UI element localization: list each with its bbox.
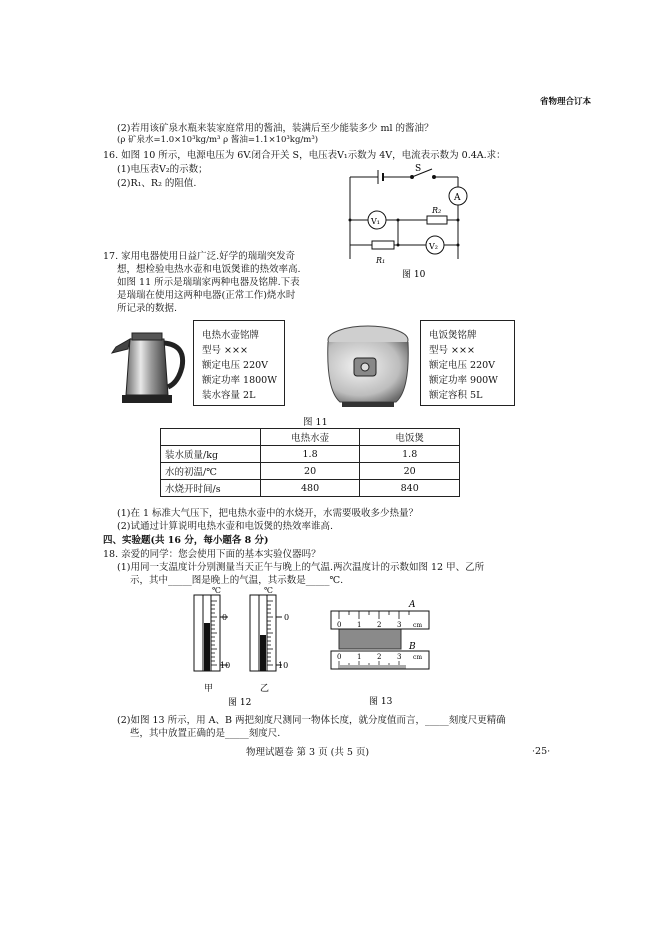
table-cell: 1.8 (260, 446, 360, 463)
ammeter-label: A (454, 193, 461, 203)
cooker-plate-voltage: 额定电压 220V (429, 360, 496, 371)
ruler-a-unit: cm (413, 622, 423, 629)
thermo-jia-tick-0: 0 (222, 613, 228, 622)
q16-stem: 16. 如图 10 所示，电源电压为 6V.闭合开关 S，电压表V₁示数为 4V，电流表示数为 0.4A.求： (103, 150, 506, 161)
q18-part2-line2: 些，其中放置正确的是_____刻度尺. (130, 728, 281, 739)
table-header-cell: 电饭煲 (360, 429, 460, 446)
q18-part1-line1: (1)用同一支温度计分别测量当天正午与晚上的气温.两次温度计的示数如图 12 甲、乙所 (117, 562, 485, 573)
table-header-cell (161, 429, 261, 446)
thermo-yi-tick-0: 0 (284, 613, 290, 622)
thermo-jia-unit: ℃ (212, 586, 221, 595)
footer-page-number: ·25· (532, 746, 551, 757)
ruler-b-label: B (409, 642, 416, 652)
q16-part1: (1)电压表V₂的示数； (117, 164, 208, 175)
cooker-nameplate (420, 320, 515, 406)
kettle-plate-title: 电热水壶铭牌 (202, 330, 260, 341)
q18-part2-line1: (2)如图 13 所示，用 A、B 两把刻度尺测同一物体长度，就分度值而言，_____刻度尺更精确 (117, 715, 506, 726)
r1-label: R₁ (376, 256, 386, 265)
ruler-a-num: 1 (357, 621, 362, 629)
thermo-yi-label: 乙 (260, 684, 270, 694)
thermo-jia-label: 甲 (204, 684, 214, 694)
q18-part1-line2: 示，其中_____图是晚上的气温，其示数是_____℃. (130, 575, 344, 586)
table-row (161, 446, 460, 463)
q17-line1: 17. 家用电器使用日益广泛.好学的瑞瑞突发奇 (103, 251, 296, 262)
table-cell: 480 (260, 480, 360, 497)
kettle-nameplate (193, 320, 285, 406)
q17-line3: 如图 11 所示是瑞瑞家两种电器及铭牌.下表 (117, 277, 300, 288)
fig12-caption: 图 12 (228, 698, 252, 708)
q17-line4: 是瑞瑞在使用这两种电器(正常工作)烧水时 (117, 290, 296, 301)
ruler-b-num: 1 (357, 653, 362, 661)
kettle-plate-voltage: 额定电压 220V (202, 360, 269, 371)
table-header-row (161, 429, 460, 446)
table-header-cell: 电热水壶 (260, 429, 360, 446)
table-row (161, 463, 460, 480)
table-cell: 20 (260, 463, 360, 480)
q17-line5: 所记录的数据. (117, 303, 178, 314)
q15-part2-line1: (2)若用该矿泉水瓶来装家庭常用的酱油，装满后至少能装多少 ml 的酱油？ (117, 123, 434, 134)
v2-label: V₂ (429, 242, 438, 251)
q17-part2: (2)试通过计算说明电热水壶和电饭煲的热效率谁高. (117, 521, 333, 532)
ruler-a-num: 0 (337, 621, 342, 629)
data-table (160, 428, 460, 497)
table-row (161, 480, 460, 497)
cooker-plate-model: 型号 ××× (429, 345, 475, 356)
q17-line2: 想，想检验电热水壶和电饭煲谁的热效率高. (117, 264, 301, 275)
thermo-yi-unit: ℃ (264, 586, 273, 595)
rice-cooker-image (322, 320, 414, 410)
v1-label: V₁ (371, 217, 380, 226)
section-heading: 四、实验题(共 16 分，每小题各 8 分) (103, 535, 269, 546)
thermometer-jia (194, 595, 231, 671)
cooker-plate-title: 电饭煲铭牌 (429, 330, 477, 341)
fig11-caption: 图 11 (303, 417, 328, 428)
cooker-plate-power: 额定功率 900W (429, 375, 498, 386)
ruler-a-num: 3 (397, 621, 402, 629)
thermo-yi-tick-10: 10 (278, 661, 289, 670)
q17-part1: (1)在 1 标准大气压下，把电热水壶中的水烧开，水需要吸收多少热量？ (117, 508, 419, 519)
footer-page-info: 物理试题卷 第 3 页 (共 5 页) (246, 747, 370, 758)
ruler-a-num: 2 (377, 621, 382, 629)
kettle-plate-capacity: 装水容量 2L (202, 390, 256, 401)
fig10-caption: 图 10 (402, 270, 426, 280)
table-cell: 装水质量/kg (161, 446, 261, 463)
ruler-b-num: 3 (397, 653, 402, 661)
kettle-plate-power: 额定功率 1800W (202, 375, 277, 386)
table-cell: 1.8 (360, 446, 460, 463)
ruler-b-num: 0 (337, 653, 342, 661)
table-cell: 水烧开时间/s (161, 480, 261, 497)
cooker-plate-capacity: 额定容积 5L (429, 390, 483, 401)
ruler-b-num: 2 (377, 653, 382, 661)
r2-label: R₂ (432, 206, 442, 215)
thermometers-figure (190, 585, 295, 710)
fig13-caption: 图 13 (369, 697, 393, 707)
q16-part2: (2)R₁、R₂ 的阻值. (117, 178, 197, 189)
table-cell: 840 (360, 480, 460, 497)
kettle-image (108, 325, 186, 411)
kettle-plate-model: 型号 ××× (202, 345, 248, 356)
thermometer-yi (250, 595, 282, 671)
ruler-a-label: A (409, 600, 416, 610)
table-cell: 20 (360, 463, 460, 480)
table-cell: 水的初温/℃ (161, 463, 261, 480)
header-title: 省物理合订本 (540, 97, 592, 107)
switch-label: S (415, 164, 422, 174)
circuit-diagram (340, 163, 490, 288)
thermo-jia-tick-10: 10 (220, 661, 231, 670)
ruler-b-unit: cm (413, 654, 423, 661)
rulers-figure (325, 597, 435, 710)
q15-part2-line2: (ρ 矿泉水=1.0×10³kg/m³ ρ 酱油=1.1×10³kg/m³) (117, 135, 319, 145)
q18-stem: 18. 亲爱的同学：您会使用下面的基本实验仪器吗？ (103, 549, 321, 560)
